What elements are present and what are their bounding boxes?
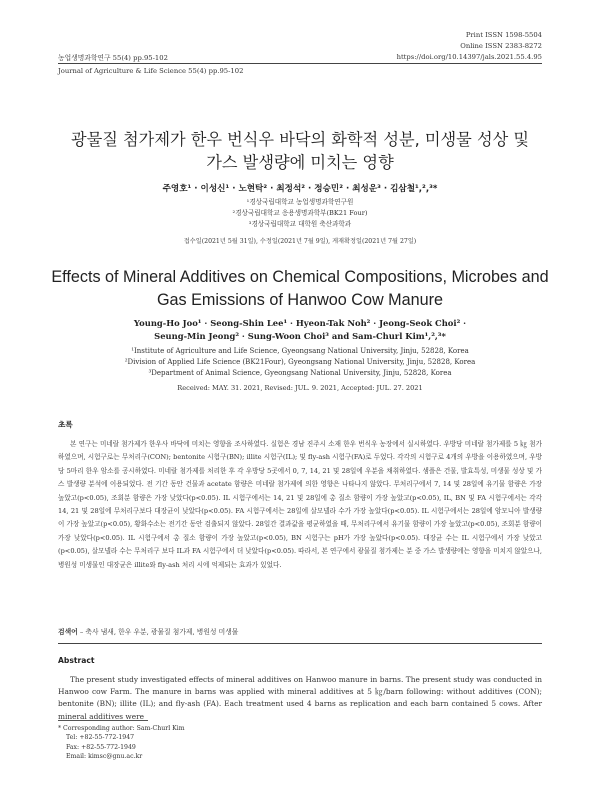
keywords bbox=[58, 626, 542, 636]
authors-english bbox=[40, 317, 560, 343]
dates-english: Received: MAY. 31. 2021, Revised: JUL. 9. 2021, Accepted: JUL. 27. 2021 bbox=[177, 384, 423, 392]
footnote-tel: Tel: +82-55-772-1947 bbox=[66, 734, 135, 742]
online-issn: Online ISSN 2383-8272 bbox=[460, 42, 542, 50]
journal-name-en: Journal of Agriculture & Life Science 55(4) pp.95-102 bbox=[58, 67, 244, 75]
affiliation-kr-2: ²경상국립대학교 응용생명과학부(BK21 Four) bbox=[232, 209, 368, 217]
abstract-kr-body: 본 연구는 미네랄 첨가제가 한우사 바닥에 미치는 영향을 조사하였다. 실험은 경남 진주시 소재 한우 번식우 농장에서 실시하였다. 우방당 미네랄 첨가제를 5 ㎏ 첨가하였으며, 시험구로는 무처리구(CON); bentonite 시험구(BN); illite 시험구(IL); 및 fly-ash 시험구(FA)로 두었다. 각각의 시험구로 4개의 우방을 이용하였으며, 우방당 5마리 한우 암소를 공시하였다. 미네랄 첨가제를 처리한 후 각 우방당 5곳에서 0, 7, 14, 21 및 28일에 우분을 채취하였다. 샘플은 건물, 발효특성, 미생물 성상 및 가스 발생량 분석에 이용되었다. 전 기간 동안 건물과 acetate 함량은 미네랄 첨가제에 의한 영향은 나타나지 않았다. 무처리구에서 7, 14 및 28일에 유기물 함량은 가장 높았고(p<0.05), 조회분 함량은 가장 낮았다(p<0.05). IL 시험구에서는 14, 21 및 28일에 총 질소 함량이 가장 높았고(p<0.05), IL, BN 및 FA 시험구에서는 각각 14, 21 및 28일에 무처리구보다 대장균이 낮았다(p<0.05). FA 시험구에서는 28일에 살모넬라 수가 가장 높았다(p<0.05). IL 시험구에서는 28일에 암모니아 발생량이 가장 높았고(p<0.05), 황화수소는 전기간 동안 검출되지 않았다. 28일간 결과값을 평균하였을 때, 무처리구에서 유기물 함량이 가장 높았고(p<0.05), 조회분 함량이 가장 낮았다(p<0.05). IL 시험구에서 총 질소 함량이 가장 높았고(p<0.05), BN 시험구는 pH가 가장 높았다(p<0.05). 대장균 수는 IL 시험구에서 가장 낮았고(p<0.05), 살모넬라 수는 무처리구 보다 IL과 FA 시험구에서 더 낮았다(p<0.05). 따라서, 본 연구에서 광물질 첨가제는 분 중 가스 발생량에는 영향을 미치지 않았으나, 병원성 미생물인 대장균은 illite와 fly-ash 처리 시에 억제되는 효과가 있었다. bbox=[58, 440, 542, 569]
authors-en-line-2: Seung-Min Jeong² · Sung-Woon Choi³ and Sam-Churl Kim¹,²,³* bbox=[154, 331, 446, 341]
issn-block bbox=[397, 30, 542, 63]
keywords-label: 검색어 bbox=[58, 628, 78, 636]
authors-korean: 주영호¹ · 이성신¹ · 노현탁² · 최정석² · 정승민² · 최성운³ · 김삼철¹,²,³* bbox=[162, 184, 438, 194]
title-kr-line-1: 광물질 첨가제가 한우 번식우 바닥의 화학적 성분, 미생물 성상 및 bbox=[70, 130, 530, 149]
title-en-line-2: Gas Emissions of Hanwoo Cow Manure bbox=[156, 291, 444, 309]
footnote bbox=[58, 724, 185, 762]
affiliation-kr-3: ³경상국립대학교 대학원 축산과학과 bbox=[248, 220, 352, 228]
corresponding-author: * Corresponding author: Sam-Churl Kim bbox=[58, 725, 185, 732]
abstract-en-heading: Abstract bbox=[58, 656, 95, 665]
title-en-line-1: Effects of Mineral Additives on Chemical Compositions, Microbes and bbox=[51, 268, 549, 286]
header-rule bbox=[58, 63, 542, 64]
title-kr-line-2: 가스 발생량에 미치는 영향 bbox=[206, 153, 394, 172]
affiliations-korean bbox=[40, 197, 560, 230]
keywords-text: – 축사 냄새, 한우 우분, 광물질 첨가제, 병원성 미생물 bbox=[79, 628, 239, 636]
print-issn: Print ISSN 1598-5504 bbox=[465, 31, 542, 39]
journal-name-kr: 농업생명과학연구 55(4) pp.95-102 bbox=[58, 54, 168, 62]
affiliation-kr-1: ¹경상국립대학교 농업생명과학연구원 bbox=[246, 198, 354, 206]
section-rule bbox=[58, 643, 542, 644]
title-english bbox=[36, 266, 564, 312]
doi-link[interactable]: https://doi.org/10.14397/jals.2021.55.4.95 bbox=[396, 53, 542, 61]
footnote-email[interactable]: Email: kimsc@gnu.ac.kr bbox=[66, 753, 143, 761]
dates-korean: 접수일(2021년 5월 31일), 수정일(2021년 7월 9일), 게재확정일(2021년 7월 27일) bbox=[183, 238, 417, 245]
abstract-kr-heading: 초록 bbox=[58, 420, 73, 429]
affiliations-english bbox=[40, 346, 560, 379]
abstract-en-body: The present study investigated effects of mineral additives on Hanwoo manure in barns. The present study was conducted in Hanwoo cow Farm. The manure in barns was applied with mineral additives at 5 ㎏/barn following: without additives (CON); bentonite (BN); illite (IL); and fly-ash (FA). Each treatment used 4 barns as replication and each barn contained 5 cows. After mineral additives were bbox=[58, 675, 542, 721]
footnote-rule bbox=[58, 720, 148, 721]
affiliation-en-1: ¹Institute of Agriculture and Life Science, Gyeongsang National University, Jinju, 52828, Korea bbox=[131, 347, 469, 355]
title-korean bbox=[40, 128, 560, 174]
footnote-fax: Fax: +82-55-772-1949 bbox=[66, 743, 136, 751]
authors-en-line-1: Young-Ho Joo¹ · Seong-Shin Lee¹ · Hyeon-Tak Noh² · Jeong-Seok Choi² · bbox=[133, 318, 467, 328]
affiliation-en-2: ²Division of Applied Life Science (BK21Four), Gyeongsang National University, Jinju, 52828, Korea bbox=[124, 358, 476, 366]
affiliation-en-3: ³Department of Animal Science, Gyeongsang National University, Jinju, 52828, Korea bbox=[148, 369, 452, 377]
